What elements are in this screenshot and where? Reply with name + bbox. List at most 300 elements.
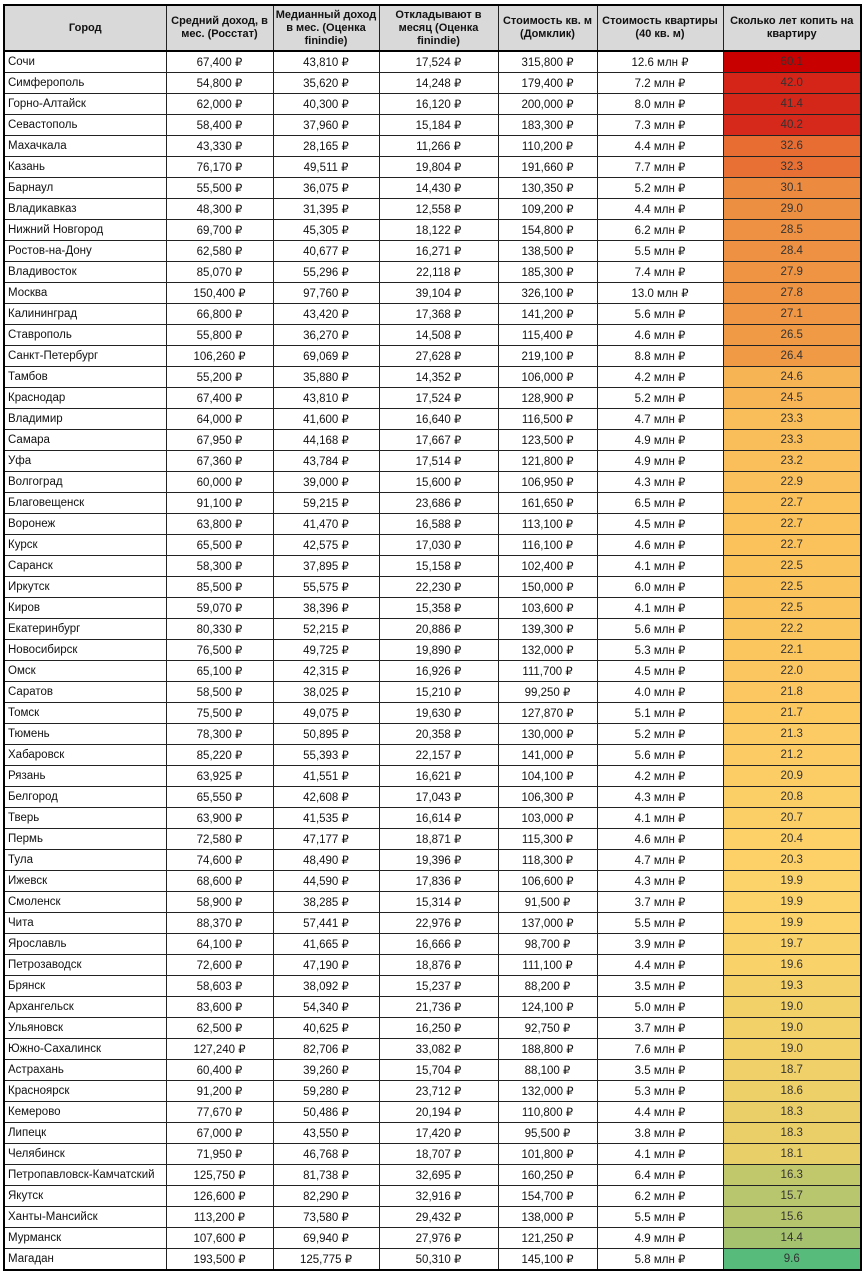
cell-savings: 18,707 ₽	[379, 1144, 498, 1165]
cell-flat-price: 4.9 млн ₽	[597, 451, 723, 472]
table-row	[4, 388, 861, 409]
cell-avg-income: 67,400 ₽	[166, 388, 273, 409]
cell-avg-income: 75,500 ₽	[166, 703, 273, 724]
cell-city: Астрахань	[4, 1060, 166, 1081]
cell-price-sqm: 111,100 ₽	[498, 955, 597, 976]
cell-price-sqm: 219,100 ₽	[498, 346, 597, 367]
cell-median-income: 41,535 ₽	[273, 808, 379, 829]
cell-city: Самара	[4, 430, 166, 451]
cell-avg-income: 74,600 ₽	[166, 850, 273, 871]
cell-price-sqm: 106,300 ₽	[498, 787, 597, 808]
cell-years: 21.3	[723, 724, 861, 745]
cell-savings: 19,396 ₽	[379, 850, 498, 871]
cell-city: Ханты-Мансийск	[4, 1207, 166, 1228]
cell-savings: 14,430 ₽	[379, 178, 498, 199]
cell-city: Севастополь	[4, 115, 166, 136]
cell-median-income: 59,215 ₽	[273, 493, 379, 514]
cell-city: Иркутск	[4, 577, 166, 598]
cell-median-income: 42,315 ₽	[273, 661, 379, 682]
cell-avg-income: 62,580 ₽	[166, 241, 273, 262]
cell-price-sqm: 111,700 ₽	[498, 661, 597, 682]
table-row	[4, 325, 861, 346]
cell-price-sqm: 141,000 ₽	[498, 745, 597, 766]
cell-price-sqm: 109,200 ₽	[498, 199, 597, 220]
cell-avg-income: 72,600 ₽	[166, 955, 273, 976]
cell-flat-price: 4.5 млн ₽	[597, 514, 723, 535]
cell-savings: 19,890 ₽	[379, 640, 498, 661]
cell-savings: 17,836 ₽	[379, 871, 498, 892]
cell-flat-price: 4.2 млн ₽	[597, 766, 723, 787]
table-row	[4, 1081, 861, 1102]
cell-price-sqm: 124,100 ₽	[498, 997, 597, 1018]
table-row	[4, 136, 861, 157]
cell-flat-price: 4.1 млн ₽	[597, 808, 723, 829]
cell-years: 18.1	[723, 1144, 861, 1165]
cell-savings: 17,368 ₽	[379, 304, 498, 325]
cell-savings: 15,184 ₽	[379, 115, 498, 136]
cell-median-income: 48,490 ₽	[273, 850, 379, 871]
cell-savings: 17,514 ₽	[379, 451, 498, 472]
cell-price-sqm: 130,000 ₽	[498, 724, 597, 745]
cell-avg-income: 59,070 ₽	[166, 598, 273, 619]
cell-city: Москва	[4, 283, 166, 304]
table-row	[4, 451, 861, 472]
cell-city: Смоленск	[4, 892, 166, 913]
cell-price-sqm: 160,250 ₽	[498, 1165, 597, 1186]
cell-years: 14.4	[723, 1228, 861, 1249]
cell-price-sqm: 104,100 ₽	[498, 766, 597, 787]
cell-avg-income: 107,600 ₽	[166, 1228, 273, 1249]
cell-median-income: 41,470 ₽	[273, 514, 379, 535]
header-avg-income: Средний доход, в мес. (Росстат)	[166, 5, 273, 51]
cell-savings: 14,352 ₽	[379, 367, 498, 388]
cell-median-income: 41,551 ₽	[273, 766, 379, 787]
table-row	[4, 51, 861, 73]
table-row	[4, 724, 861, 745]
cell-avg-income: 58,603 ₽	[166, 976, 273, 997]
cell-flat-price: 4.4 млн ₽	[597, 955, 723, 976]
cell-years: 19.6	[723, 955, 861, 976]
cell-median-income: 47,190 ₽	[273, 955, 379, 976]
cell-city: Челябинск	[4, 1144, 166, 1165]
cell-median-income: 69,940 ₽	[273, 1228, 379, 1249]
cell-years: 22.0	[723, 661, 861, 682]
cell-years: 18.7	[723, 1060, 861, 1081]
cell-savings: 21,736 ₽	[379, 997, 498, 1018]
table-row	[4, 94, 861, 115]
cell-city: Архангельск	[4, 997, 166, 1018]
cell-years: 22.2	[723, 619, 861, 640]
cell-savings: 14,248 ₽	[379, 73, 498, 94]
cell-median-income: 50,895 ₽	[273, 724, 379, 745]
cell-years: 26.4	[723, 346, 861, 367]
cell-avg-income: 126,600 ₽	[166, 1186, 273, 1207]
cell-price-sqm: 110,200 ₽	[498, 136, 597, 157]
cell-avg-income: 76,500 ₽	[166, 640, 273, 661]
cell-city: Саранск	[4, 556, 166, 577]
cell-city: Петропавловск-Камчатский	[4, 1165, 166, 1186]
cell-savings: 18,871 ₽	[379, 829, 498, 850]
cell-price-sqm: 150,000 ₽	[498, 577, 597, 598]
table-row	[4, 283, 861, 304]
cell-price-sqm: 98,700 ₽	[498, 934, 597, 955]
cell-city: Горно-Алтайск	[4, 94, 166, 115]
cell-city: Мурманск	[4, 1228, 166, 1249]
cell-price-sqm: 315,800 ₽	[498, 51, 597, 73]
cell-median-income: 40,300 ₽	[273, 94, 379, 115]
cell-flat-price: 12.6 млн ₽	[597, 51, 723, 73]
cell-years: 42.0	[723, 73, 861, 94]
cell-city: Уфа	[4, 451, 166, 472]
cell-median-income: 81,738 ₽	[273, 1165, 379, 1186]
cell-price-sqm: 92,750 ₽	[498, 1018, 597, 1039]
cell-city: Тюмень	[4, 724, 166, 745]
cell-flat-price: 5.2 млн ₽	[597, 178, 723, 199]
cell-years: 22.7	[723, 514, 861, 535]
cell-years: 20.9	[723, 766, 861, 787]
cell-savings: 16,250 ₽	[379, 1018, 498, 1039]
cell-years: 15.7	[723, 1186, 861, 1207]
cell-city: Санкт-Петербург	[4, 346, 166, 367]
cell-avg-income: 72,580 ₽	[166, 829, 273, 850]
cell-savings: 15,210 ₽	[379, 682, 498, 703]
cell-avg-income: 77,670 ₽	[166, 1102, 273, 1123]
cell-city: Пермь	[4, 829, 166, 850]
cell-savings: 15,158 ₽	[379, 556, 498, 577]
header-median-income: Медианный доход в мес. (Оценка finindie)	[273, 5, 379, 51]
cell-savings: 16,621 ₽	[379, 766, 498, 787]
cell-flat-price: 5.0 млн ₽	[597, 997, 723, 1018]
cell-flat-price: 4.4 млн ₽	[597, 136, 723, 157]
cell-city: Ростов-на-Дону	[4, 241, 166, 262]
cell-price-sqm: 106,600 ₽	[498, 871, 597, 892]
cell-flat-price: 13.0 млн ₽	[597, 283, 723, 304]
header-price-sqm: Стоимость кв. м (Домклик)	[498, 5, 597, 51]
cell-years: 19.9	[723, 871, 861, 892]
cell-flat-price: 6.2 млн ₽	[597, 1186, 723, 1207]
cell-avg-income: 88,370 ₽	[166, 913, 273, 934]
cell-years: 21.8	[723, 682, 861, 703]
cell-median-income: 57,441 ₽	[273, 913, 379, 934]
cell-avg-income: 58,300 ₽	[166, 556, 273, 577]
cell-avg-income: 62,000 ₽	[166, 94, 273, 115]
cell-flat-price: 7.6 млн ₽	[597, 1039, 723, 1060]
cell-price-sqm: 132,000 ₽	[498, 1081, 597, 1102]
table-row	[4, 598, 861, 619]
city-housing-table	[3, 4, 862, 1271]
cell-price-sqm: 118,300 ₽	[498, 850, 597, 871]
cell-avg-income: 58,400 ₽	[166, 115, 273, 136]
cell-flat-price: 3.9 млн ₽	[597, 934, 723, 955]
cell-city: Тула	[4, 850, 166, 871]
cell-years: 22.7	[723, 535, 861, 556]
cell-flat-price: 5.3 млн ₽	[597, 1081, 723, 1102]
cell-avg-income: 58,900 ₽	[166, 892, 273, 913]
cell-flat-price: 4.3 млн ₽	[597, 787, 723, 808]
cell-city: Нижний Новгород	[4, 220, 166, 241]
cell-savings: 17,030 ₽	[379, 535, 498, 556]
cell-avg-income: 54,800 ₽	[166, 73, 273, 94]
cell-flat-price: 7.2 млн ₽	[597, 73, 723, 94]
cell-savings: 15,237 ₽	[379, 976, 498, 997]
cell-flat-price: 4.3 млн ₽	[597, 871, 723, 892]
cell-flat-price: 4.2 млн ₽	[597, 367, 723, 388]
cell-price-sqm: 183,300 ₽	[498, 115, 597, 136]
cell-avg-income: 65,100 ₽	[166, 661, 273, 682]
cell-flat-price: 7.4 млн ₽	[597, 262, 723, 283]
cell-city: Благовещенск	[4, 493, 166, 514]
cell-price-sqm: 188,800 ₽	[498, 1039, 597, 1060]
cell-median-income: 49,075 ₽	[273, 703, 379, 724]
cell-price-sqm: 179,400 ₽	[498, 73, 597, 94]
cell-flat-price: 5.5 млн ₽	[597, 1207, 723, 1228]
cell-price-sqm: 113,100 ₽	[498, 514, 597, 535]
cell-flat-price: 4.7 млн ₽	[597, 409, 723, 430]
cell-avg-income: 58,500 ₽	[166, 682, 273, 703]
cell-price-sqm: 115,300 ₽	[498, 829, 597, 850]
cell-savings: 20,358 ₽	[379, 724, 498, 745]
cell-savings: 17,524 ₽	[379, 388, 498, 409]
table-row	[4, 115, 861, 136]
table-row	[4, 619, 861, 640]
table-row	[4, 472, 861, 493]
cell-flat-price: 7.7 млн ₽	[597, 157, 723, 178]
table-row	[4, 535, 861, 556]
cell-price-sqm: 154,800 ₽	[498, 220, 597, 241]
cell-avg-income: 80,330 ₽	[166, 619, 273, 640]
cell-price-sqm: 154,700 ₽	[498, 1186, 597, 1207]
cell-savings: 22,118 ₽	[379, 262, 498, 283]
cell-city: Краснодар	[4, 388, 166, 409]
table-row	[4, 661, 861, 682]
cell-years: 19.7	[723, 934, 861, 955]
cell-savings: 15,358 ₽	[379, 598, 498, 619]
cell-flat-price: 4.1 млн ₽	[597, 1144, 723, 1165]
table-row	[4, 892, 861, 913]
cell-city: Владикавказ	[4, 199, 166, 220]
table-row	[4, 220, 861, 241]
cell-median-income: 42,575 ₽	[273, 535, 379, 556]
table-row	[4, 745, 861, 766]
cell-median-income: 46,768 ₽	[273, 1144, 379, 1165]
cell-city: Рязань	[4, 766, 166, 787]
table-row	[4, 514, 861, 535]
cell-price-sqm: 127,870 ₽	[498, 703, 597, 724]
cell-flat-price: 8.0 млн ₽	[597, 94, 723, 115]
table-row	[4, 1144, 861, 1165]
cell-flat-price: 4.3 млн ₽	[597, 472, 723, 493]
cell-avg-income: 193,500 ₽	[166, 1249, 273, 1271]
table-row	[4, 346, 861, 367]
cell-price-sqm: 95,500 ₽	[498, 1123, 597, 1144]
table-row	[4, 934, 861, 955]
cell-median-income: 55,393 ₽	[273, 745, 379, 766]
table-row	[4, 493, 861, 514]
cell-median-income: 125,775 ₽	[273, 1249, 379, 1271]
cell-city: Белгород	[4, 787, 166, 808]
table-row	[4, 1018, 861, 1039]
cell-years: 32.3	[723, 157, 861, 178]
cell-savings: 20,886 ₽	[379, 619, 498, 640]
cell-avg-income: 55,200 ₽	[166, 367, 273, 388]
cell-city: Саратов	[4, 682, 166, 703]
cell-median-income: 35,620 ₽	[273, 73, 379, 94]
cell-years: 18.6	[723, 1081, 861, 1102]
cell-median-income: 82,290 ₽	[273, 1186, 379, 1207]
header-city: Город	[4, 5, 166, 51]
cell-flat-price: 4.4 млн ₽	[597, 1102, 723, 1123]
cell-years: 20.3	[723, 850, 861, 871]
cell-flat-price: 6.2 млн ₽	[597, 220, 723, 241]
cell-avg-income: 55,500 ₽	[166, 178, 273, 199]
cell-city: Казань	[4, 157, 166, 178]
cell-median-income: 36,075 ₽	[273, 178, 379, 199]
cell-price-sqm: 88,100 ₽	[498, 1060, 597, 1081]
cell-flat-price: 3.8 млн ₽	[597, 1123, 723, 1144]
cell-avg-income: 91,100 ₽	[166, 493, 273, 514]
cell-price-sqm: 116,100 ₽	[498, 535, 597, 556]
cell-avg-income: 76,170 ₽	[166, 157, 273, 178]
cell-price-sqm: 123,500 ₽	[498, 430, 597, 451]
cell-savings: 18,122 ₽	[379, 220, 498, 241]
cell-avg-income: 67,400 ₽	[166, 51, 273, 73]
cell-avg-income: 48,300 ₽	[166, 199, 273, 220]
cell-median-income: 37,895 ₽	[273, 556, 379, 577]
cell-city: Курск	[4, 535, 166, 556]
cell-avg-income: 71,950 ₽	[166, 1144, 273, 1165]
cell-price-sqm: 110,800 ₽	[498, 1102, 597, 1123]
cell-city: Томск	[4, 703, 166, 724]
cell-savings: 16,640 ₽	[379, 409, 498, 430]
cell-median-income: 38,092 ₽	[273, 976, 379, 997]
cell-median-income: 43,784 ₽	[273, 451, 379, 472]
cell-avg-income: 63,900 ₽	[166, 808, 273, 829]
cell-savings: 27,976 ₽	[379, 1228, 498, 1249]
cell-city: Екатеринбург	[4, 619, 166, 640]
cell-price-sqm: 185,300 ₽	[498, 262, 597, 283]
table-row	[4, 808, 861, 829]
cell-savings: 39,104 ₽	[379, 283, 498, 304]
cell-avg-income: 78,300 ₽	[166, 724, 273, 745]
cell-price-sqm: 191,660 ₽	[498, 157, 597, 178]
cell-years: 28.5	[723, 220, 861, 241]
cell-years: 60.1	[723, 51, 861, 73]
cell-avg-income: 91,200 ₽	[166, 1081, 273, 1102]
cell-median-income: 35,880 ₽	[273, 367, 379, 388]
cell-median-income: 50,486 ₽	[273, 1102, 379, 1123]
cell-years: 24.5	[723, 388, 861, 409]
cell-median-income: 41,665 ₽	[273, 934, 379, 955]
cell-median-income: 38,285 ₽	[273, 892, 379, 913]
table-row	[4, 304, 861, 325]
cell-savings: 17,524 ₽	[379, 51, 498, 73]
cell-median-income: 69,069 ₽	[273, 346, 379, 367]
cell-years: 18.3	[723, 1102, 861, 1123]
cell-years: 32.6	[723, 136, 861, 157]
table-body	[4, 51, 861, 1270]
table-row	[4, 1165, 861, 1186]
table-row	[4, 955, 861, 976]
cell-price-sqm: 326,100 ₽	[498, 283, 597, 304]
cell-savings: 32,916 ₽	[379, 1186, 498, 1207]
cell-median-income: 39,260 ₽	[273, 1060, 379, 1081]
cell-median-income: 38,396 ₽	[273, 598, 379, 619]
cell-median-income: 54,340 ₽	[273, 997, 379, 1018]
cell-flat-price: 5.5 млн ₽	[597, 241, 723, 262]
cell-savings: 33,082 ₽	[379, 1039, 498, 1060]
header-savings: Откладывают в месяц (Оценка finindie)	[379, 5, 498, 51]
cell-flat-price: 5.6 млн ₽	[597, 304, 723, 325]
cell-city: Волгоград	[4, 472, 166, 493]
cell-city: Ижевск	[4, 871, 166, 892]
cell-years: 22.1	[723, 640, 861, 661]
cell-years: 19.0	[723, 1039, 861, 1060]
table-row	[4, 1186, 861, 1207]
cell-price-sqm: 91,500 ₽	[498, 892, 597, 913]
cell-median-income: 43,810 ₽	[273, 51, 379, 73]
table-row	[4, 850, 861, 871]
cell-median-income: 97,760 ₽	[273, 283, 379, 304]
cell-savings: 15,704 ₽	[379, 1060, 498, 1081]
cell-city: Махачкала	[4, 136, 166, 157]
cell-flat-price: 4.5 млн ₽	[597, 661, 723, 682]
cell-avg-income: 65,500 ₽	[166, 535, 273, 556]
cell-years: 19.3	[723, 976, 861, 997]
cell-savings: 16,120 ₽	[379, 94, 498, 115]
cell-years: 22.5	[723, 598, 861, 619]
table-row	[4, 430, 861, 451]
cell-savings: 29,432 ₽	[379, 1207, 498, 1228]
cell-avg-income: 65,550 ₽	[166, 787, 273, 808]
cell-price-sqm: 106,950 ₽	[498, 472, 597, 493]
table-row	[4, 1207, 861, 1228]
cell-avg-income: 83,600 ₽	[166, 997, 273, 1018]
cell-flat-price: 5.8 млн ₽	[597, 1249, 723, 1271]
table-row	[4, 997, 861, 1018]
cell-city: Южно-Сахалинск	[4, 1039, 166, 1060]
cell-avg-income: 43,330 ₽	[166, 136, 273, 157]
cell-median-income: 40,677 ₽	[273, 241, 379, 262]
table-row	[4, 556, 861, 577]
cell-median-income: 43,810 ₽	[273, 388, 379, 409]
cell-city: Воронеж	[4, 514, 166, 535]
cell-savings: 50,310 ₽	[379, 1249, 498, 1271]
cell-price-sqm: 145,100 ₽	[498, 1249, 597, 1271]
cell-price-sqm: 102,400 ₽	[498, 556, 597, 577]
cell-flat-price: 4.9 млн ₽	[597, 1228, 723, 1249]
cell-avg-income: 67,950 ₽	[166, 430, 273, 451]
cell-avg-income: 62,500 ₽	[166, 1018, 273, 1039]
cell-price-sqm: 106,000 ₽	[498, 367, 597, 388]
cell-flat-price: 4.6 млн ₽	[597, 535, 723, 556]
cell-price-sqm: 132,000 ₽	[498, 640, 597, 661]
cell-years: 27.8	[723, 283, 861, 304]
cell-avg-income: 85,220 ₽	[166, 745, 273, 766]
table-row	[4, 1060, 861, 1081]
cell-avg-income: 60,400 ₽	[166, 1060, 273, 1081]
cell-savings: 16,614 ₽	[379, 808, 498, 829]
cell-median-income: 37,960 ₽	[273, 115, 379, 136]
cell-years: 18.3	[723, 1123, 861, 1144]
cell-flat-price: 3.5 млн ₽	[597, 976, 723, 997]
table-row	[4, 682, 861, 703]
cell-avg-income: 63,925 ₽	[166, 766, 273, 787]
cell-savings: 22,157 ₽	[379, 745, 498, 766]
cell-flat-price: 4.0 млн ₽	[597, 682, 723, 703]
cell-flat-price: 6.4 млн ₽	[597, 1165, 723, 1186]
cell-median-income: 59,280 ₽	[273, 1081, 379, 1102]
cell-city: Симферополь	[4, 73, 166, 94]
